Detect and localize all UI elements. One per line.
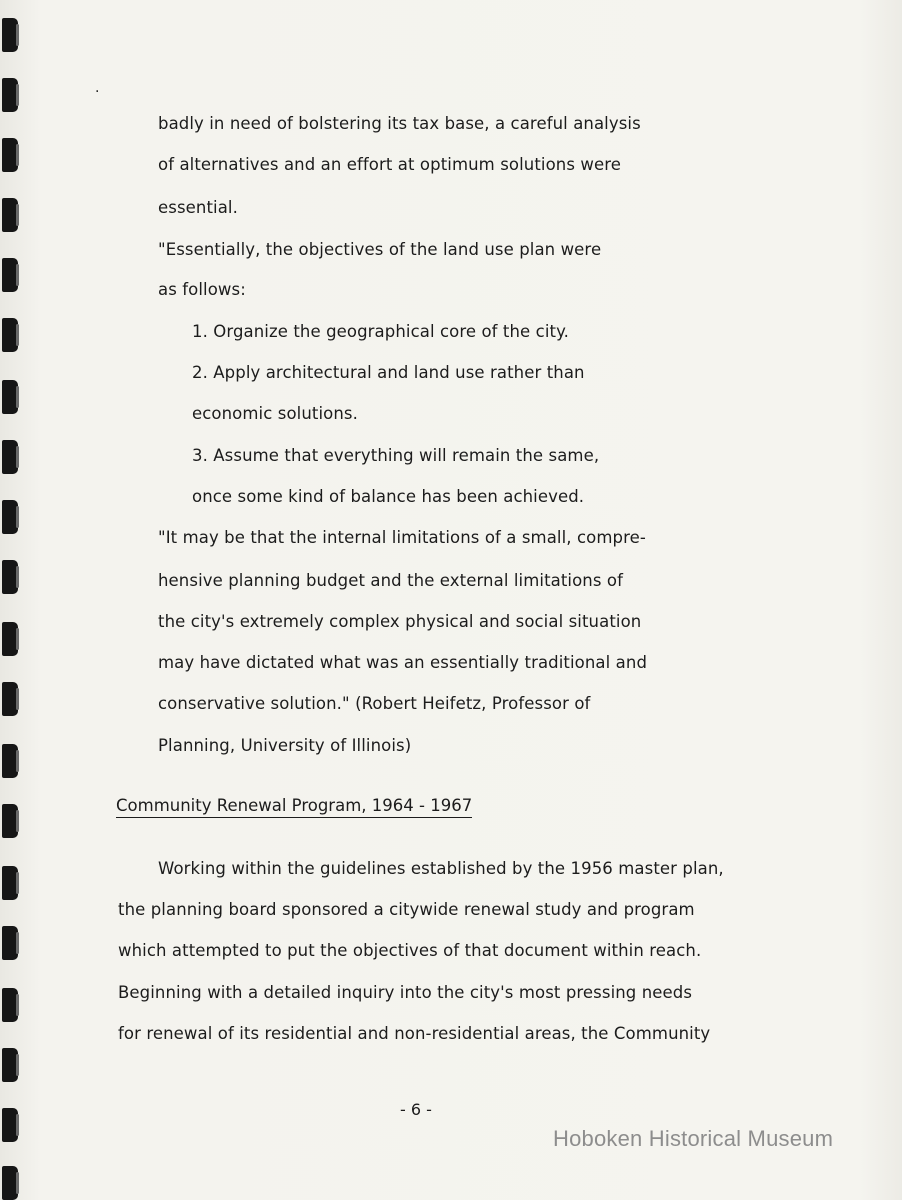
binding-hole <box>2 258 18 292</box>
quote-line: "It may be that the internal limitations of a small, compre- <box>158 528 646 547</box>
binding-hole <box>2 744 18 778</box>
text-line: essential. <box>158 198 238 217</box>
list-item-continuation: economic solutions. <box>192 404 358 423</box>
binding-hole <box>2 926 18 960</box>
binding-hole <box>2 318 18 352</box>
binding-hole <box>2 560 18 594</box>
list-item-continuation: once some kind of balance has been achieved. <box>192 487 585 506</box>
binding-hole <box>2 866 18 900</box>
text-line: Working within the guidelines established by the 1956 master plan, <box>158 859 724 878</box>
text-line: as follows: <box>158 280 246 299</box>
binding-hole <box>2 78 18 112</box>
section-heading: Community Renewal Program, 1964 - 1967 <box>116 796 472 818</box>
binding-hole <box>2 500 18 534</box>
binding-hole <box>2 380 18 414</box>
text-line: Beginning with a detailed inquiry into the city's most pressing needs <box>118 983 693 1002</box>
museum-watermark: Hoboken Historical Museum <box>553 1126 834 1151</box>
quote-line: conservative solution." (Robert Heifetz, Professor of <box>158 694 591 713</box>
binding-hole <box>2 622 18 656</box>
binding-hole <box>2 1166 18 1200</box>
quote-attribution: Planning, University of Illinois) <box>158 736 412 755</box>
text-line: the planning board sponsored a citywide renewal study and program <box>118 900 695 919</box>
text-line: for renewal of its residential and non-residential areas, the Community <box>118 1024 711 1043</box>
ink-speck: . <box>95 80 100 96</box>
binding-hole <box>2 138 18 172</box>
binding-hole <box>2 804 18 838</box>
list-item: 2. Apply architectural and land use rather than <box>192 363 585 382</box>
text-line: of alternatives and an effort at optimum solutions were <box>158 155 621 174</box>
spiral-binding <box>0 0 26 1200</box>
binding-hole <box>2 682 18 716</box>
quote-line: may have dictated what was an essentially traditional and <box>158 653 648 672</box>
binding-hole <box>2 988 18 1022</box>
binding-hole <box>2 198 18 232</box>
binding-hole <box>2 1048 18 1082</box>
list-item: 3. Assume that everything will remain the same, <box>192 446 600 465</box>
binding-hole <box>2 1108 18 1142</box>
binding-hole <box>2 440 18 474</box>
list-item: 1. Organize the geographical core of the city. <box>192 322 569 341</box>
quote-line: the city's extremely complex physical and social situation <box>158 612 642 631</box>
binding-hole <box>2 18 18 52</box>
quote-line: hensive planning budget and the external limitations of <box>158 571 624 590</box>
text-line: "Essentially, the objectives of the land use plan were <box>158 240 602 259</box>
text-line: badly in need of bolstering its tax base, a careful analysis <box>158 114 641 133</box>
page-number: - 6 - <box>400 1100 432 1119</box>
text-line: which attempted to put the objectives of that document within reach. <box>118 941 702 960</box>
